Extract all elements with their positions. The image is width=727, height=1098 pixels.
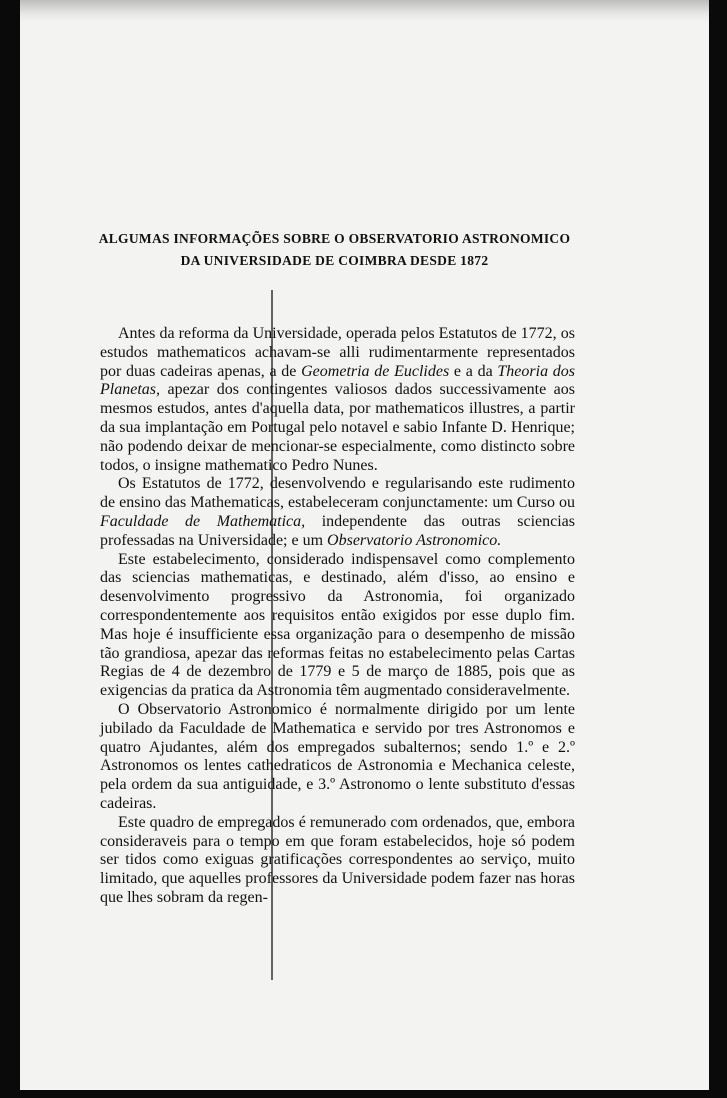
paragraph-3: Este estabelecimento, considerado indispensavel como complemento das sciencias mathematicas, e destinado, além d'isso, ao ensino e desenvolvimento progressivo da Astronomia, foi organizado correspondentemente aos requisitos então exigidos por esse duplo fim. Mas hoje é insufficiente essa organização para o desempenho de missão tão grandiosa, apezar das reformas feitas no estabelecimento pelas Cartas Regias de 4 de dezembro de 1779 e 5 de março de 1885, pois que as exigencias da pratica da Astronomia têm augmentado consideravelmente. bbox=[100, 550, 575, 700]
paragraph-5: Este quadro de empregados é remunerado com ordenados, que, embora consideraveis para o tempo em que foram estabelecidos, hoje só podem ser tidos como exiguas gratificações correspondentes ao serviço, muito limitado, que aquelles professores da Universidade podem fazer nas horas que lhes sobram da regen- bbox=[100, 813, 575, 906]
page-content bbox=[100, 228, 575, 908]
scan-bottom-border bbox=[0, 1090, 727, 1098]
paragraph-2: Os Estatutos de 1772, desenvolvendo e regularisando este rudimento de ensino das Mathematicas, estabeleceram conjunctamente: um Curso ou Faculdade de Mathematica, independente das outras sciencias professadas na Universidade; e um Observatorio Astronomico. bbox=[100, 475, 575, 549]
scan-top-edge bbox=[0, 0, 727, 22]
document-body bbox=[100, 325, 575, 908]
title-line-2: DA UNIVERSIDADE DE COIMBRA DESDE 1872 bbox=[180, 253, 489, 268]
document-title bbox=[94, 228, 575, 272]
paragraph-4: O Observatorio Astronomico é normalmente dirigido por um lente jubilado da Faculdade de Mathematica e servido por tres Astronomos e quatro Ajudantes, além dos empregados subalternos; sendo 1.º e 2.º Astronomos os lentes cathedraticos de Astronomia e Mechanica celeste, pela ordem da sua antiguidade, e 3.º Astronomo o lente substituto d'essas cadeiras. bbox=[100, 700, 575, 812]
title-line-1: ALGUMAS INFORMAÇÕES SOBRE O OBSERVATORIO ASTRONOMICO bbox=[98, 231, 571, 246]
scan-left-border bbox=[0, 0, 20, 1098]
paragraph-1: Antes da reforma da Universidade, operada pelos Estatutos de 1772, os estudos mathematicos achavam-se alli rudimentarmente representados por duas cadeiras apenas, a de Geometria de Euclides e a da Theoria dos Planetas, apezar dos contingentes valiosos dados successivamente aos mesmos estudos, antes d'aquella data, por mathematicos illustres, a partir da sua implantação em Portugal pelo notavel e sabio Infante D. Henrique; não podendo deixar de mencionar-se especialmente, como distincto sobre todos, o insigne mathematico Pedro Nunes. bbox=[100, 325, 576, 474]
scan-right-border bbox=[709, 0, 727, 1098]
